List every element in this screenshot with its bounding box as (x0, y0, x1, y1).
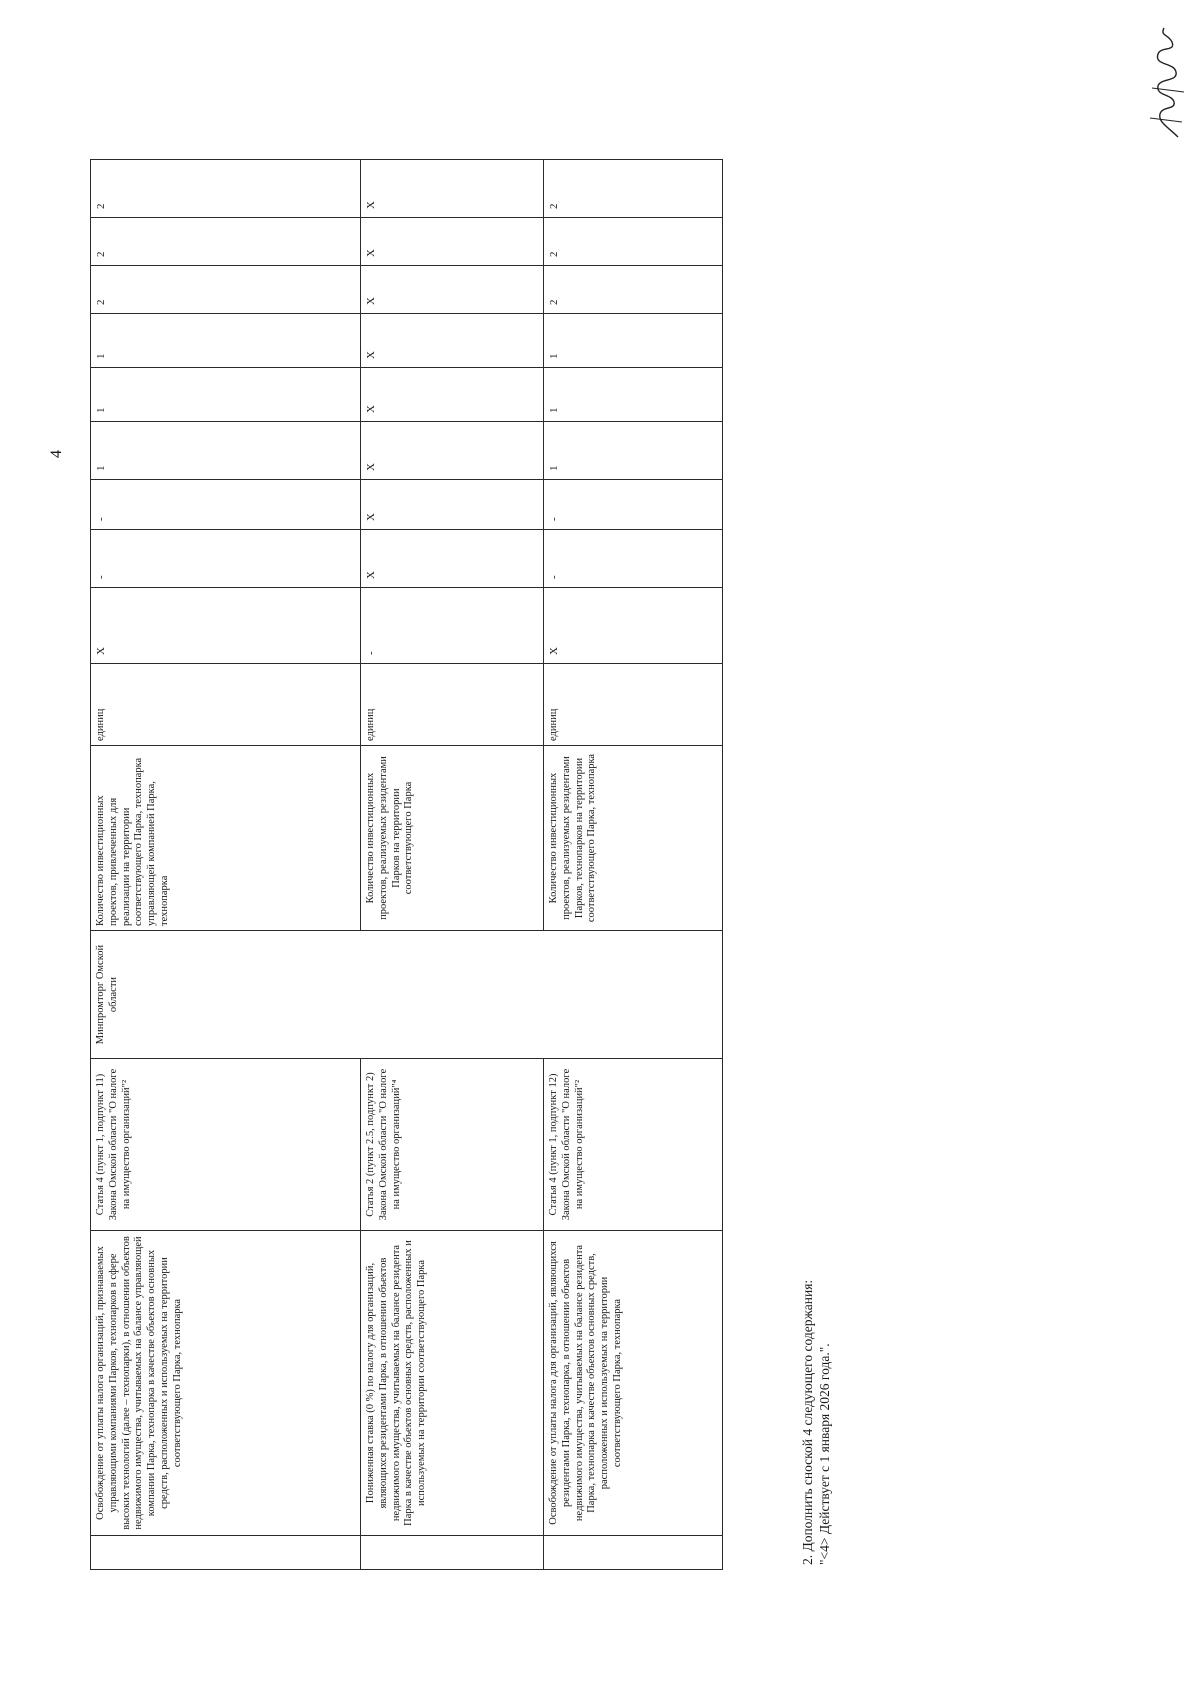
value-cell: 1 (91, 368, 361, 422)
footnote-line: "<4> Действует с 1 января 2026 года.". (816, 1343, 832, 1565)
unit-cell: единиц (361, 664, 544, 746)
handwritten-signature (1138, 22, 1194, 142)
legal-basis-cell: Статья 2 (пункт 2.5, подпункт 2) Закона Омской области "О налоге на имущество организаций"⁴ (361, 1059, 544, 1231)
table-row (91, 160, 361, 1570)
value-cell: X (361, 530, 544, 588)
amendment-footnote (800, 1280, 834, 1565)
value-cell: - (91, 530, 361, 588)
value-cell: - (91, 480, 361, 530)
value-cell: X (361, 368, 544, 422)
indicator-cell: Количество инвестиционных проектов, привлеченных для реализации на территории соответствующего Парка, технопарка управляющей компанией Парка, технопарка (91, 746, 361, 931)
page-number: 4 (48, 450, 65, 458)
curator-cell: Минпромторг Омской области (91, 931, 723, 1059)
footnote-line: 2. Дополнить сноской 4 следующего содержания: (800, 1279, 815, 1565)
indicator-cell: Количество инвестиционных проектов, реализуемых резидентами Парков, технопарков на территории соответствующего Парка, технопарка (544, 746, 723, 931)
lead-cell (361, 1536, 544, 1570)
indicator-cell: Количество инвестиционных проектов, реализуемых резидентами Парков на территории соответствующего Парка (361, 746, 544, 931)
value-cell: X (91, 588, 361, 664)
value-cell: X (361, 266, 544, 314)
table-row (361, 160, 544, 1570)
legal-basis-cell: Статья 4 (пункт 1, подпункт 11) Закона Омской области "О налоге на имущество организаций"² (91, 1059, 361, 1231)
unit-cell: единиц (544, 664, 723, 746)
value-cell: X (544, 588, 723, 664)
value-cell: X (361, 218, 544, 266)
table-row (544, 160, 723, 1570)
value-cell: 1 (91, 422, 361, 480)
value-cell: 1 (544, 422, 723, 480)
value-cell: 1 (544, 368, 723, 422)
value-cell: 1 (91, 314, 361, 368)
benefit-name-cell: Освобождение от уплаты налога организаций, признаваемых управляющими компаниями Парков, технопарков в сфере высоких технологий (далее – технопарки), в отношении объектов недвижимого имущества, учитываемых на балансе управляющей компании Парка, технопарка в качестве объектов основных средств, расположенных и используемых на территории соответствующего Парка, технопарка (91, 1231, 361, 1536)
value-cell: 2 (91, 218, 361, 266)
lead-cell (544, 1536, 723, 1570)
lead-cell (91, 1536, 361, 1570)
value-cell: - (361, 588, 544, 664)
value-cell: X (361, 480, 544, 530)
value-cell: 2 (544, 218, 723, 266)
unit-cell: единиц (91, 664, 361, 746)
value-cell: 2 (91, 160, 361, 218)
value-cell: - (544, 480, 723, 530)
value-cell: X (361, 160, 544, 218)
tax-benefits-table (90, 160, 722, 1570)
benefit-name-cell: Пониженная ставка (0 %) по налогу для организаций, являющихся резидентами Парка, в отношении объектов недвижимого имущества, учитываемых на балансе резидента Парка в качестве объектов основных средств, расположенных и используемых на территории соответствующего Парка (361, 1231, 544, 1536)
value-cell: - (544, 530, 723, 588)
value-cell: 2 (544, 160, 723, 218)
legal-basis-cell: Статья 4 (пункт 1, подпункт 12) Закона Омской области "О налоге на имущество организаций"² (544, 1059, 723, 1231)
value-cell: X (361, 314, 544, 368)
value-cell: 1 (544, 314, 723, 368)
value-cell: 2 (91, 266, 361, 314)
value-cell: X (361, 422, 544, 480)
benefit-name-cell: Освобождение от уплаты налога для организаций, являющихся резидентами Парка, технопарка, в отношении объектов недвижимого имущества, учитываемых на балансе резидента Парка, технопарка в качестве объектов основных средств, расположенных и используемых на территории соответствующего Парка, технопарка (544, 1231, 723, 1536)
value-cell: 2 (544, 266, 723, 314)
